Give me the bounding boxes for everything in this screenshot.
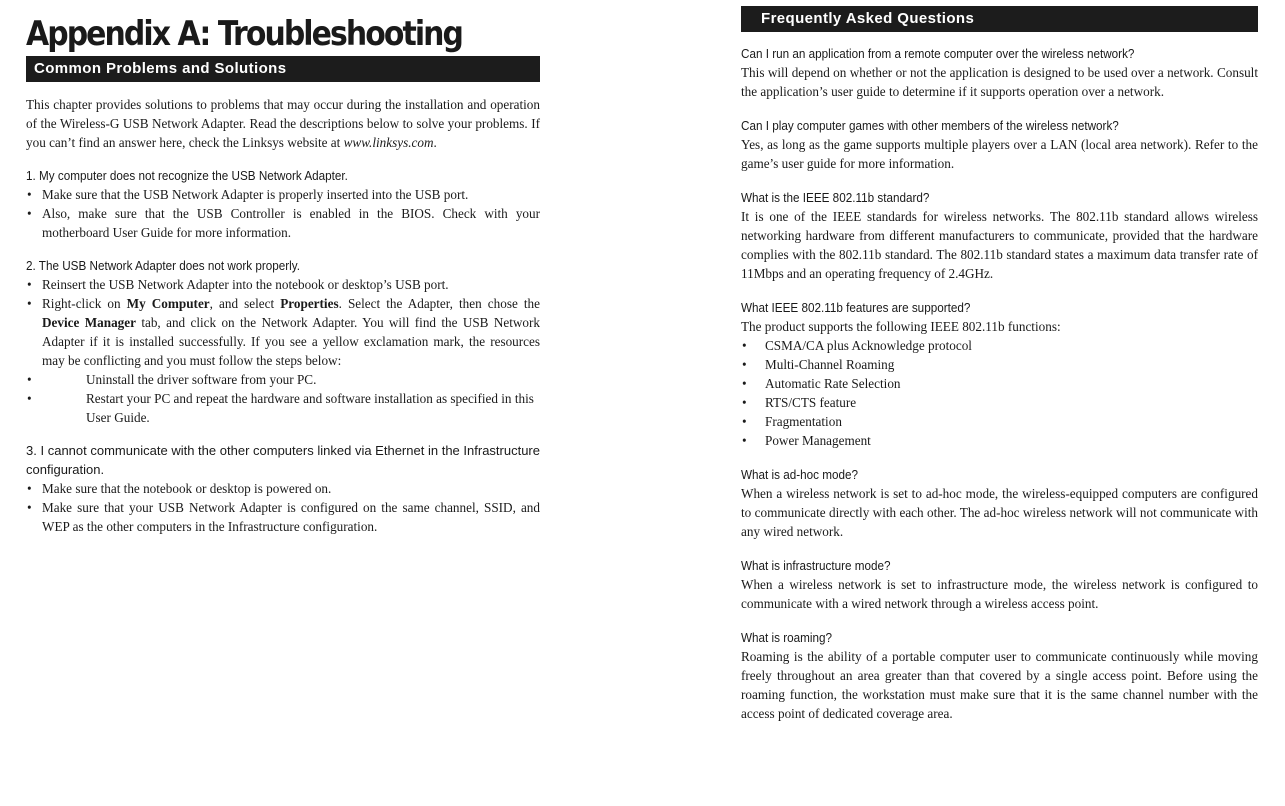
my-computer-term: My Computer (126, 296, 210, 311)
faq-item (741, 556, 1258, 613)
faq-answer: Roaming is the ability of a portable computer user to communicate continuously while moving freely throughout an area greater than that covered by a single access point. Before using the roaming function, the workstation must make sure that it is the same channel number with the access point of dedicated coverage area. (741, 649, 1258, 721)
solution-bullet: • Make sure that the USB Network Adapter is properly inserted into the USB port. (26, 185, 540, 204)
text-part: tab, and click on the Network Adapter. You will find the USB Network Adapter if it is installed successfully. If you see a yellow exclamation mark, the resources may be conflicting and you must follow the steps below: (42, 315, 540, 368)
right-page (741, 0, 1258, 738)
problem-3 (26, 441, 540, 536)
device-manager-term: Device Manager (42, 315, 136, 330)
feature-bullet: • CSMA/CA plus Acknowledge protocol (741, 336, 1258, 355)
common-problems-heading-bar: Common Problems and Solutions (26, 56, 540, 82)
linksys-url[interactable]: www.linksys.com (343, 135, 434, 150)
faq-answer: When a wireless network is set to ad-hoc mode, the wireless-equipped computers are configured to communicate directly with each other. The ad-hoc wireless network will not communicate with any wired network. (741, 486, 1258, 539)
faq-answer: It is one of the IEEE standards for wireless networks. The 802.11b standard allows wireless networking hardware from different manufacturers to communicate, provided that the hardware complies with the 802.11b standard. The 802.11b standard states a maximum data transfer rate of 11Mbps and an operating frequency of 2.4GHz. (741, 209, 1258, 281)
feature-bullet: • Automatic Rate Selection (741, 374, 1258, 393)
appendix-title: Appendix A: Troubleshooting (26, 14, 462, 54)
problem-heading: 3. I cannot communicate with the other computers linked via Ethernet in the Infrastructure configuration. (26, 443, 540, 477)
feature-bullet: • RTS/CTS feature (741, 393, 1258, 412)
properties-term: Properties (280, 296, 339, 311)
problem-heading: 2. The USB Network Adapter does not work properly. (26, 258, 301, 273)
text-part: , and select (209, 296, 281, 311)
faq-answer: Yes, as long as the game supports multiple players over a LAN (local area network). Refer to the game’s user guide for more information. (741, 137, 1258, 171)
faq-item (741, 628, 1258, 723)
solution-bullet (26, 294, 540, 370)
faq-answer: When a wireless network is set to infrastructure mode, the wireless network is configured to communicate with a wired network through a wireless access point. (741, 577, 1258, 611)
faq-question: What is the IEEE 802.11b standard? (741, 190, 930, 205)
faq-answer: This will depend on whether or not the application is designed to be used over a network. Consult the application’s user guide to determine if it supports operation over a network. (741, 65, 1258, 99)
problem-2 (26, 256, 540, 427)
text-part: Right-click on (42, 296, 127, 311)
intro-text: This chapter provides solutions to problems that may occur during the installation and operation of the Wireless-G USB Network Adapter. Read the descriptions below to solve your problems. If you can’t find an answer here, check the Linksys website at (26, 97, 540, 150)
faq-heading-bar: Frequently Asked Questions (741, 6, 1258, 32)
intro-paragraph (26, 95, 540, 152)
faq-question: What IEEE 802.11b features are supported? (741, 300, 971, 315)
solution-bullet: • Reinsert the USB Network Adapter into the notebook or desktop’s USB port. (26, 275, 540, 294)
solution-bullet: • Make sure that the notebook or desktop is powered on. (26, 479, 540, 498)
feature-bullet: • Multi-Channel Roaming (741, 355, 1258, 374)
left-page (26, 0, 540, 536)
solution-bullet: • Make sure that your USB Network Adapter is configured on the same channel, SSID, and WEP as the other computers in the Infrastructure configuration. (26, 498, 540, 536)
intro-end: . (433, 135, 437, 150)
faq-answer: The product supports the following IEEE 802.11b functions: (741, 319, 1061, 334)
feature-bullet: • Power Management (741, 431, 1258, 450)
faq-question: What is ad-hoc mode? (741, 467, 859, 482)
faq-question: What is roaming? (741, 630, 833, 645)
faq-item (741, 298, 1258, 450)
problem-heading: 1. My computer does not recognize the USB Network Adapter. (26, 168, 348, 183)
problem-1 (26, 166, 540, 242)
faq-item (741, 188, 1258, 283)
sub-bullet: • Restart your PC and repeat the hardware and software installation as specified in this User Guide. (26, 389, 540, 427)
solution-bullet: • Also, make sure that the USB Controller is enabled in the BIOS. Check with your motherboard User Guide for more information. (26, 204, 540, 242)
faq-question: Can I run an application from a remote computer over the wireless network? (741, 46, 1135, 61)
text-part: . Select the Adapter, then chose the (338, 296, 540, 311)
sub-bullet: • Uninstall the driver software from your PC. (26, 370, 540, 389)
faq-item (741, 44, 1258, 101)
faq-question: What is infrastructure mode? (741, 558, 891, 573)
feature-bullet: • Fragmentation (741, 412, 1258, 431)
faq-item (741, 116, 1258, 173)
faq-question: Can I play computer games with other members of the wireless network? (741, 118, 1119, 133)
faq-item (741, 465, 1258, 541)
